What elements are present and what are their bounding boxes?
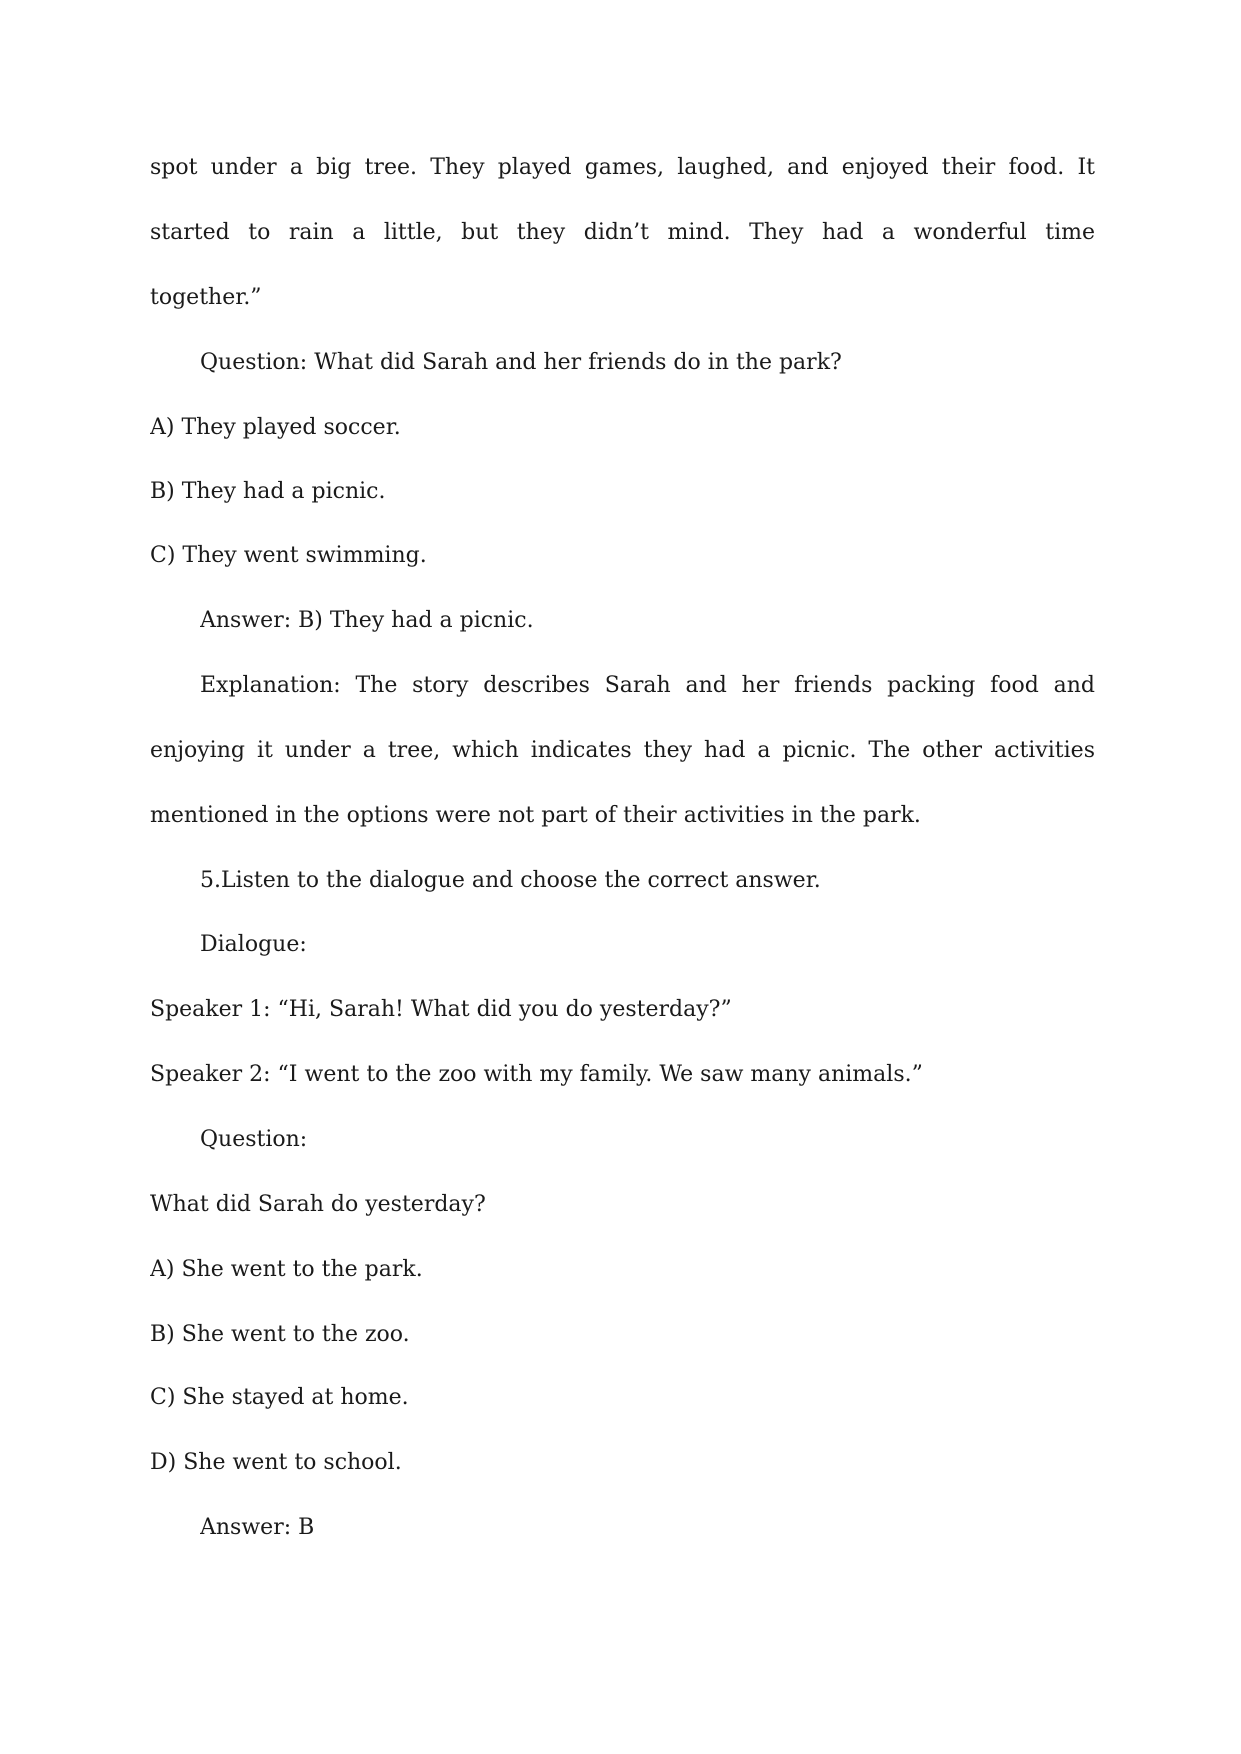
question-5-option-b: B) She went to the zoo. xyxy=(150,1322,410,1347)
explanation-line-1: Explanation: The story describes Sarah and her friends packing food and xyxy=(200,673,1095,698)
question-4-option-b: B) They had a picnic. xyxy=(150,479,386,504)
explanation-line-3: mentioned in the options were not part of their activities in the park. xyxy=(150,803,921,828)
explanation-line-2: enjoying it under a tree, which indicates they had a picnic. The other activities xyxy=(150,738,1095,763)
question-5-option-c: C) She stayed at home. xyxy=(150,1385,409,1410)
question-4-option-c: C) They went swimming. xyxy=(150,543,427,568)
story-line-1: spot under a big tree. They played games, laughed, and enjoyed their food. It xyxy=(150,155,1095,180)
question-5-label: Question: xyxy=(200,1127,308,1152)
question-5-answer: Answer: B xyxy=(200,1515,315,1540)
question-4-option-a: A) They played soccer. xyxy=(150,415,401,440)
dialogue-speaker-2: Speaker 2: “I went to the zoo with my family. We saw many animals.” xyxy=(150,1062,923,1087)
question-4-answer: Answer: B) They had a picnic. xyxy=(200,608,534,633)
question-4-prompt: Question: What did Sarah and her friends do in the park? xyxy=(200,350,842,375)
question-5-prompt: What did Sarah do yesterday? xyxy=(150,1192,486,1217)
dialogue-speaker-1: Speaker 1: “Hi, Sarah! What did you do yesterday?” xyxy=(150,997,732,1022)
question-5-option-a: A) She went to the park. xyxy=(150,1257,423,1282)
question-5-instruction: 5.Listen to the dialogue and choose the correct answer. xyxy=(200,868,821,893)
dialogue-heading: Dialogue: xyxy=(200,932,307,957)
story-line-2: started to rain a little, but they didn’t mind. They had a wonderful time xyxy=(150,220,1095,245)
story-line-3: together.” xyxy=(150,285,262,310)
question-5-option-d: D) She went to school. xyxy=(150,1450,402,1475)
